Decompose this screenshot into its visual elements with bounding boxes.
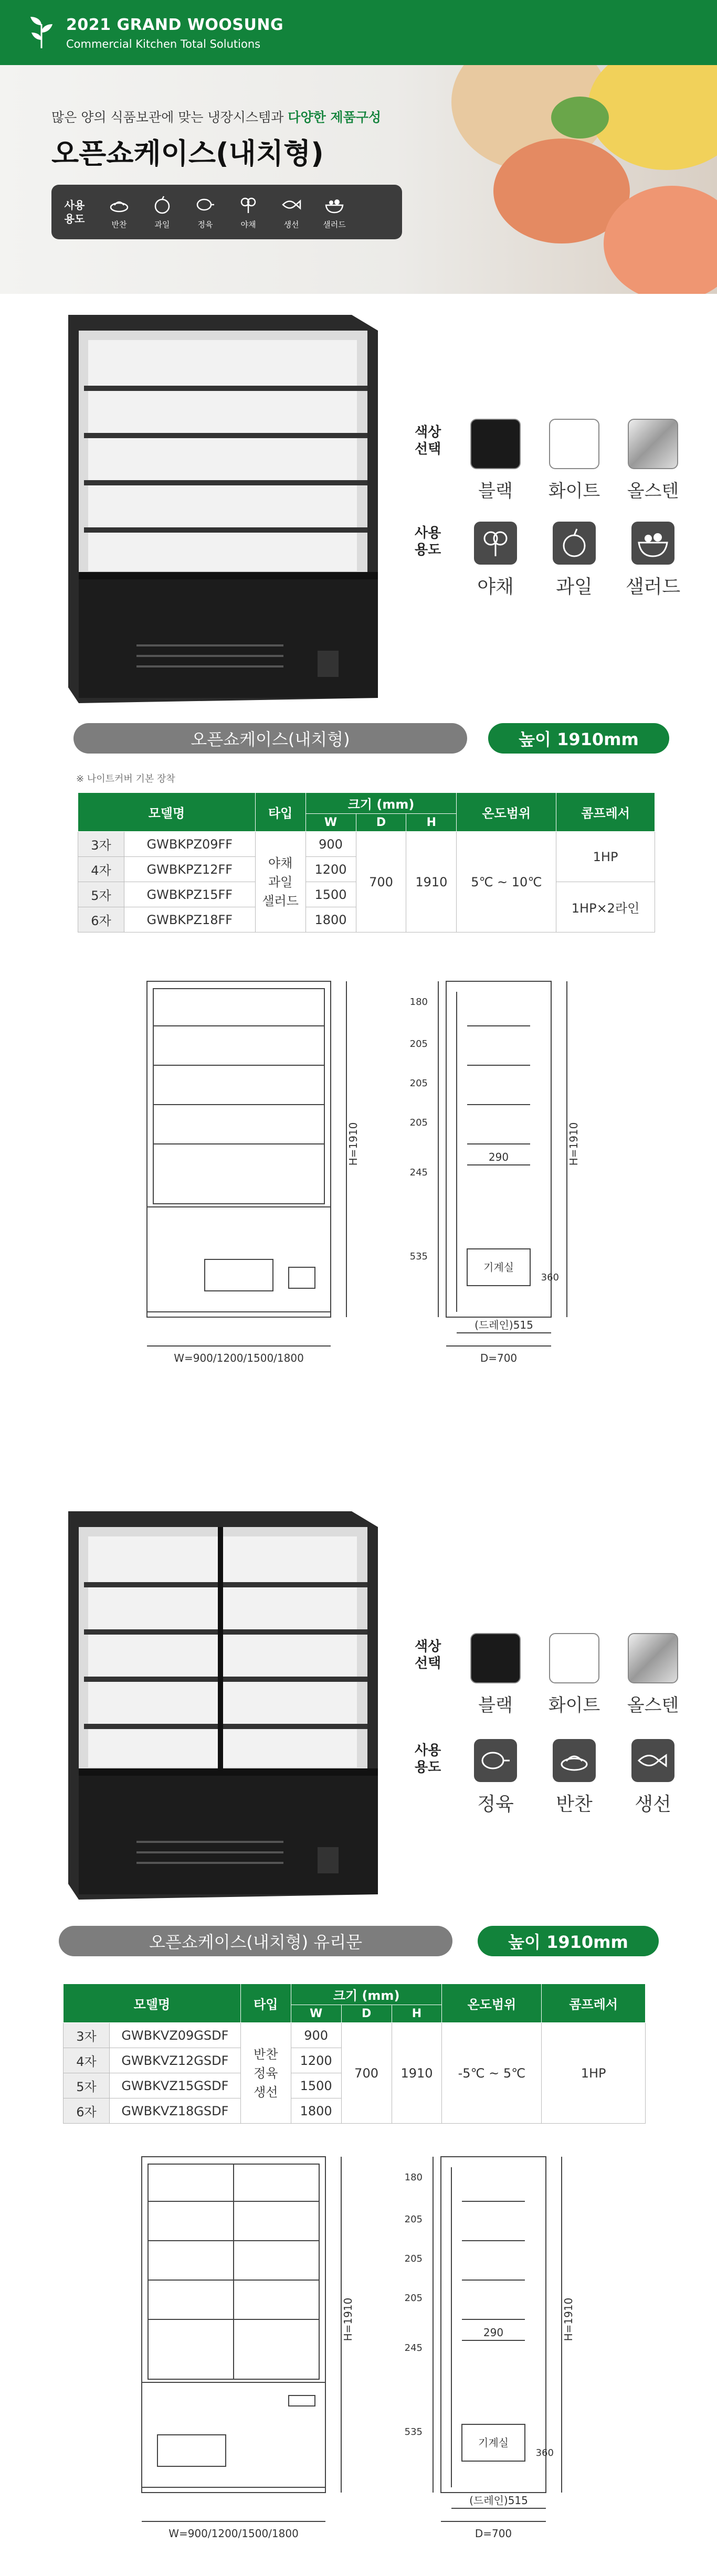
height-badge: 높이 1910mm xyxy=(488,723,669,754)
row-key: 6자 xyxy=(64,2098,110,2124)
height-dim-label: H=1910 xyxy=(342,2297,354,2341)
row-key: 4자 xyxy=(64,2048,110,2073)
row-w: 900 xyxy=(305,832,356,857)
row-key: 5자 xyxy=(64,2073,110,2098)
use-label-1: 사용 xyxy=(415,1743,441,1758)
row-key: 5자 xyxy=(78,882,124,907)
row-model: GWBKVZ12GSDF xyxy=(109,2048,240,2073)
type-2: 과일 xyxy=(268,874,293,889)
color-label-black: 블랙 xyxy=(478,481,513,502)
col-d: D xyxy=(356,814,406,832)
usage-item xyxy=(313,195,356,230)
row-w: 1500 xyxy=(305,882,356,907)
apple-icon xyxy=(553,522,596,565)
d-cell: 700 xyxy=(341,2023,392,2124)
brand-title: 2021 GRAND WOOSUNG xyxy=(66,16,284,34)
use-vegetable xyxy=(474,522,517,565)
hero-banner xyxy=(0,65,717,294)
dim-245: 245 xyxy=(404,2342,423,2354)
use-label-vegetable: 야채 xyxy=(477,576,514,598)
row-key: 6자 xyxy=(78,907,124,932)
leaf-logo-icon xyxy=(27,14,56,48)
color-label-white: 화이트 xyxy=(548,481,600,502)
type-1: 반찬 xyxy=(254,2047,278,2062)
apple-icon xyxy=(152,195,172,215)
salad-icon xyxy=(324,195,344,215)
col-h: H xyxy=(392,2005,442,2023)
h-cell: 1910 xyxy=(406,832,457,932)
use-label-meat: 정육 xyxy=(477,1794,514,1815)
depth-dim-label: D=700 xyxy=(480,1352,518,1364)
comp-cell-b: 1HP×2라인 xyxy=(556,882,655,932)
dish-icon xyxy=(553,1739,596,1782)
row-w: 1500 xyxy=(291,2073,341,2098)
row-w: 1200 xyxy=(291,2048,341,2073)
type-1: 야채 xyxy=(268,855,293,871)
col-d: D xyxy=(341,2005,392,2023)
glass-showcase-photo xyxy=(58,1506,394,1905)
type-2: 정육 xyxy=(254,2065,278,2081)
usage-item xyxy=(98,195,141,230)
d-cell: 700 xyxy=(356,832,406,932)
row-model: GWBKPZ12FF xyxy=(124,857,255,882)
color-label-stainless: 올스텐 xyxy=(627,1695,679,1716)
use-side-dish xyxy=(553,1739,596,1782)
section-open-showcase xyxy=(0,294,717,1406)
usage-item xyxy=(227,195,270,230)
comp-cell-a: 1HP xyxy=(556,832,655,882)
row-w: 900 xyxy=(291,2023,341,2048)
tagline-text: 많은 양의 식품보관에 맞는 냉장시스템과 xyxy=(51,110,288,125)
shelf-depth-label: 290 xyxy=(488,1151,509,1163)
table-row xyxy=(64,2023,646,2048)
brand-header xyxy=(0,0,717,65)
col-w: W xyxy=(291,2005,341,2023)
dimension-drawing xyxy=(126,2151,598,2550)
color-swatch-stainless[interactable] xyxy=(628,1633,678,1683)
table-row xyxy=(78,832,655,857)
usage-bar xyxy=(51,185,402,239)
hero-title: 오픈쇼케이스(내치형) xyxy=(51,137,324,170)
use-fish xyxy=(631,1739,674,1782)
section-glass-door-showcase xyxy=(0,1490,717,2571)
color-label-white: 화이트 xyxy=(548,1695,600,1716)
meat-icon xyxy=(474,1739,517,1782)
dim-180: 180 xyxy=(404,2172,423,2183)
dim-205: 205 xyxy=(409,1078,428,1089)
width-dim-label: W=900/1200/1500/1800 xyxy=(174,1352,304,1364)
usage-label xyxy=(415,1742,441,1776)
use-label-fish: 생선 xyxy=(635,1794,671,1815)
row-model: GWBKVZ09GSDF xyxy=(109,2023,240,2048)
fish-icon xyxy=(631,1739,674,1782)
row-key: 4자 xyxy=(78,857,124,882)
product-name-bar: 오픈쇼케이스(내치형) 유리문 xyxy=(59,1926,452,1956)
dim-535: 535 xyxy=(404,2426,423,2437)
hero-tagline xyxy=(51,107,381,126)
dimension-drawing xyxy=(131,976,604,1375)
dim-205: 205 xyxy=(404,2214,423,2225)
dim-360: 360 xyxy=(541,1272,559,1283)
fish-icon xyxy=(281,195,301,215)
col-type: 타입 xyxy=(240,1984,291,2023)
width-dim-label: W=900/1200/1500/1800 xyxy=(168,2527,299,2540)
height-badge: 높이 1910mm xyxy=(478,1926,659,1956)
usage-item-label: 샐러드 xyxy=(323,219,346,229)
col-size: 크기 (mm) xyxy=(305,793,457,814)
usage-label xyxy=(415,525,441,558)
type-3: 샐러드 xyxy=(262,893,299,908)
row-key: 3자 xyxy=(78,832,124,857)
col-model: 모델명 xyxy=(64,1984,241,2023)
dim-535: 535 xyxy=(409,1251,428,1262)
dim-205: 205 xyxy=(409,1038,428,1050)
usage-item-label: 정육 xyxy=(197,219,213,229)
type-cell xyxy=(255,832,305,932)
usage-item xyxy=(141,195,184,230)
row-model: GWBKPZ18FF xyxy=(124,907,255,932)
usage-label-1: 사용 xyxy=(64,199,85,211)
use-label-2: 용도 xyxy=(415,542,441,558)
use-label-1: 사용 xyxy=(415,525,441,541)
machine-room-label: 기계실 xyxy=(483,1261,514,1274)
use-fruit xyxy=(553,522,596,565)
color-swatch-white[interactable] xyxy=(549,1633,599,1683)
usage-item xyxy=(270,195,313,230)
row-w: 1200 xyxy=(305,857,356,882)
vegetable-icon xyxy=(474,522,517,565)
use-label-side-dish: 반찬 xyxy=(556,1794,593,1815)
use-meat xyxy=(474,1739,517,1782)
color-select-label xyxy=(415,424,441,458)
color-label-2: 선택 xyxy=(415,1656,441,1671)
dim-205: 205 xyxy=(409,1117,428,1128)
row-model: GWBKPZ09FF xyxy=(124,832,255,857)
dim-180: 180 xyxy=(409,997,428,1008)
row-model: GWBKVZ18GSDF xyxy=(109,2098,240,2124)
row-model: GWBKPZ15FF xyxy=(124,882,255,907)
use-label-fruit: 과일 xyxy=(556,576,593,598)
color-swatch-black[interactable] xyxy=(470,419,521,469)
col-h: H xyxy=(406,814,457,832)
type-cell xyxy=(240,2023,291,2124)
height-dim-label: H=1910 xyxy=(347,1122,360,1166)
row-w: 1800 xyxy=(291,2098,341,2124)
usage-item-label: 반찬 xyxy=(111,219,127,229)
salad-icon xyxy=(631,522,674,565)
side-height-dim-label: H=1910 xyxy=(567,1122,580,1166)
use-label-salad: 샐러드 xyxy=(625,576,681,598)
row-model: GWBKVZ15GSDF xyxy=(109,2073,240,2098)
usage-label-2: 용도 xyxy=(64,213,85,225)
showcase-photo xyxy=(58,310,394,708)
shelf-depth-label: 290 xyxy=(483,2326,504,2339)
herb-image xyxy=(551,97,609,139)
dish-icon xyxy=(109,195,129,215)
usage-bar-label xyxy=(51,198,98,226)
usage-item-label: 과일 xyxy=(154,219,170,229)
depth-dim-label: D=700 xyxy=(475,2527,512,2540)
spec-table xyxy=(78,792,655,932)
comp-cell: 1HP xyxy=(542,2023,646,2124)
col-size: 크기 (mm) xyxy=(291,1984,442,2005)
col-model: 모델명 xyxy=(78,793,256,832)
color-label-black: 블랙 xyxy=(478,1695,513,1716)
color-label-1: 색상 xyxy=(415,425,441,440)
color-swatch-white[interactable] xyxy=(549,419,599,469)
type-3: 생선 xyxy=(254,2084,278,2100)
col-temp: 온도범위 xyxy=(442,1984,542,2023)
color-label-1: 색상 xyxy=(415,1639,441,1655)
temp-cell: -5℃ ~ 5℃ xyxy=(442,2023,542,2124)
usage-item-label: 생선 xyxy=(283,219,299,229)
col-w: W xyxy=(305,814,356,832)
drain-dim-label: (드레인)515 xyxy=(469,2494,528,2507)
color-swatch-stainless[interactable] xyxy=(628,419,678,469)
usage-item-label: 야채 xyxy=(240,219,256,229)
dim-245: 245 xyxy=(409,1167,428,1178)
row-key: 3자 xyxy=(64,2023,110,2048)
col-comp: 콤프레서 xyxy=(556,793,655,832)
row-w: 1800 xyxy=(305,907,356,932)
spec-table xyxy=(63,1984,646,2124)
side-height-dim-label: H=1910 xyxy=(562,2297,575,2341)
machine-room-label: 기계실 xyxy=(478,2436,509,2449)
color-select-label xyxy=(415,1638,441,1672)
use-salad xyxy=(631,522,674,565)
meat-icon xyxy=(195,195,215,215)
col-temp: 온도범위 xyxy=(457,793,556,832)
dim-205: 205 xyxy=(404,2293,423,2304)
tagline-bold: 다양한 제품구성 xyxy=(288,110,382,125)
col-type: 타입 xyxy=(255,793,305,832)
vegetable-icon xyxy=(238,195,258,215)
dim-205: 205 xyxy=(404,2253,423,2264)
usage-item xyxy=(184,195,227,230)
col-comp: 콤프레서 xyxy=(542,1984,646,2023)
brand-subtitle: Commercial Kitchen Total Solutions xyxy=(66,38,261,50)
color-swatch-black[interactable] xyxy=(470,1633,521,1683)
use-label-2: 용도 xyxy=(415,1759,441,1775)
h-cell: 1910 xyxy=(392,2023,442,2124)
color-label-stainless: 올스텐 xyxy=(627,481,679,502)
drain-dim-label: (드레인)515 xyxy=(475,1319,533,1331)
temp-cell: 5℃ ~ 10℃ xyxy=(457,832,556,932)
dim-360: 360 xyxy=(535,2447,554,2458)
night-cover-note: ※ 나이트커버 기본 장착 xyxy=(76,773,175,785)
color-label-2: 선택 xyxy=(415,441,441,457)
product-name-bar: 오픈쇼케이스(내치형) xyxy=(73,723,467,754)
